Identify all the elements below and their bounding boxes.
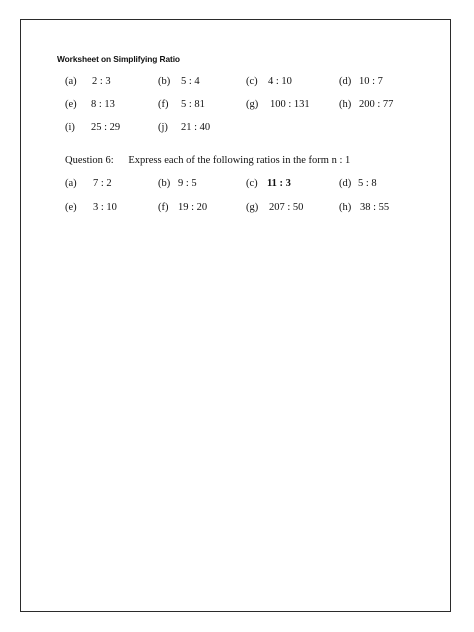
q5-item-j [158, 122, 168, 133]
ratio-value: 7 : 2 [93, 178, 112, 189]
q5-item-h [339, 99, 351, 110]
ratio-value: 11 : 3 [267, 178, 291, 189]
q6-item-a [65, 178, 77, 189]
ratio-value: 200 : 77 [359, 99, 394, 110]
item-label: (d) [339, 178, 352, 189]
q6-item-b [158, 178, 170, 189]
item-label: (i) [65, 122, 75, 133]
item-label: (g) [246, 202, 259, 213]
ratio-value: 38 : 55 [360, 202, 390, 213]
ratio-value: 8 : 13 [91, 99, 115, 110]
ratio-value: 5 : 4 [181, 76, 200, 87]
q5-row-1 [0, 76, 474, 92]
item-label: (c) [246, 76, 258, 87]
q5-item-c [246, 76, 258, 87]
question-number: Question 6: [65, 155, 114, 166]
item-label: (c) [246, 178, 258, 189]
ratio-value: 9 : 5 [178, 178, 197, 189]
item-label: (f) [158, 99, 169, 110]
q5-item-g [246, 99, 258, 110]
item-label: (a) [65, 178, 77, 189]
ratio-value: 25 : 29 [91, 122, 121, 133]
item-label: (h) [339, 202, 352, 213]
item-label: (b) [158, 178, 171, 189]
item-label: (b) [158, 76, 171, 87]
question-text: Express each of the following ratios in the form n : 1 [128, 155, 351, 166]
item-label: (a) [65, 76, 77, 87]
item-label: (e) [65, 202, 77, 213]
ratio-value: 5 : 8 [358, 178, 377, 189]
ratio-value: 4 : 10 [268, 76, 292, 87]
item-label: (f) [158, 202, 169, 213]
ratio-value: 5 : 81 [181, 99, 205, 110]
q6-row-1 [0, 178, 474, 194]
item-label: (j) [158, 122, 168, 133]
q6-row-2 [0, 202, 474, 218]
item-label: (g) [246, 99, 259, 110]
ratio-value: 207 : 50 [269, 202, 304, 213]
ratio-value: 100 : 131 [270, 99, 310, 110]
q6-item-d [339, 178, 351, 189]
ratio-value: 21 : 40 [181, 122, 211, 133]
question-6-heading [65, 155, 350, 166]
q5-row-2 [0, 99, 474, 115]
ratio-value: 19 : 20 [178, 202, 208, 213]
ratio-value: 2 : 3 [92, 76, 111, 87]
ratio-value: 3 : 10 [93, 202, 117, 213]
q6-item-g [246, 202, 258, 213]
q5-item-d [339, 76, 351, 87]
q5-item-f [158, 99, 169, 110]
item-label: (d) [339, 76, 352, 87]
q6-item-h [339, 202, 351, 213]
q5-item-b [158, 76, 170, 87]
q5-item-a [65, 76, 77, 87]
ratio-value: 10 : 7 [359, 76, 383, 87]
item-label: (e) [65, 99, 77, 110]
item-label: (h) [339, 99, 352, 110]
q5-row-3 [0, 122, 474, 138]
q5-item-e [65, 99, 77, 110]
q6-item-e [65, 202, 77, 213]
q5-item-i [65, 122, 75, 133]
q6-item-f [158, 202, 169, 213]
worksheet-title: Worksheet on Simplifying Ratio [57, 54, 180, 64]
q6-item-c [246, 178, 258, 189]
